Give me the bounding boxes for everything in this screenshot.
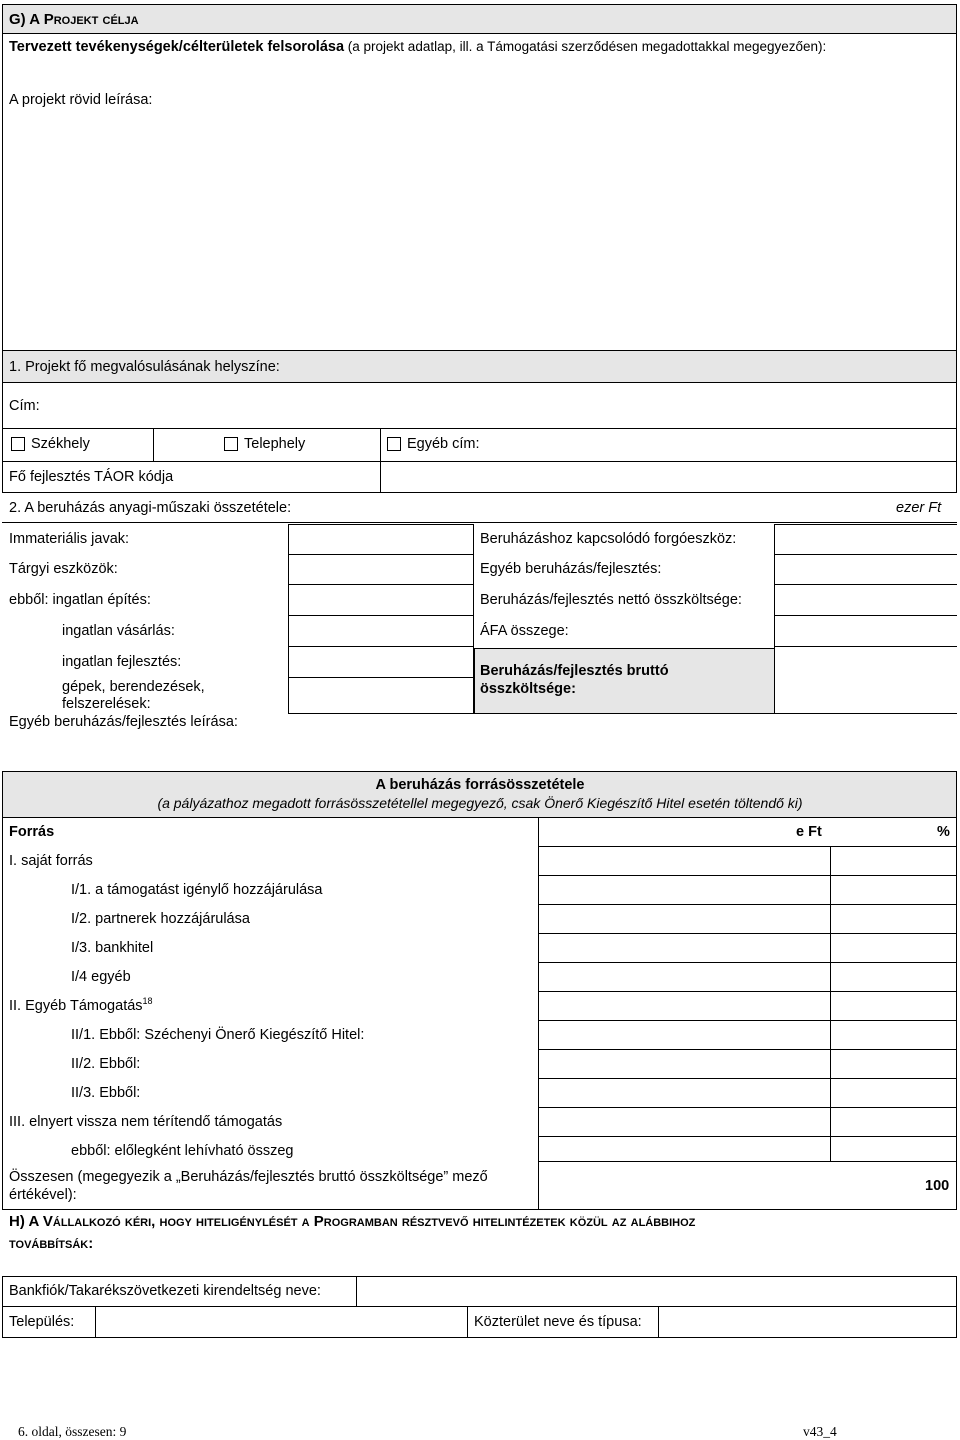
seat-label: Székhely: [31, 436, 90, 452]
other-investment-field[interactable]: [775, 555, 956, 584]
divider: [538, 962, 957, 963]
machinery-label-line2: felszerelések:: [62, 696, 151, 712]
total-eft-field[interactable]: [539, 1162, 956, 1209]
sources-title: A beruházás forrásösszetétele: [375, 777, 585, 793]
unit-label: ezer Ft: [896, 500, 942, 516]
real-estate-purchase-label: ingatlan vásárlás:: [62, 623, 175, 639]
divider: [538, 1020, 957, 1021]
taor-label: Fő fejlesztés TÁOR kódja: [9, 469, 174, 485]
footnote-mark: 18: [142, 996, 153, 1006]
divider: [538, 1049, 957, 1050]
sources-subtitle: (a pályázathoz megadott forrásösszetétellel megegyező, csak Önerő Kiegészítő Hitel esetén töltendő ki): [157, 795, 803, 811]
section-g-header: [2, 4, 957, 34]
working-capital-label: Beruházáshoz kapcsolódó forgóeszköz:: [480, 531, 737, 547]
real-estate-development-field[interactable]: [289, 647, 473, 677]
divider: [538, 991, 957, 992]
real-estate-construction-label: ebből: ingatlan építés:: [9, 592, 151, 608]
total-pct-value: 100: [925, 1178, 950, 1194]
divider: [538, 1107, 957, 1108]
other-investment-label: Egyéb beruházás/fejlesztés:: [480, 561, 662, 577]
other-investment-description-field[interactable]: [3, 735, 956, 770]
real-estate-purchase-field[interactable]: [289, 616, 473, 646]
bank-branch-label: Bankfiók/Takarékszövetkezeti kirendeltség neve:: [9, 1283, 321, 1299]
town-field[interactable]: [96, 1307, 467, 1337]
tangible-assets-field[interactable]: [289, 555, 473, 584]
gross-total-label-line1: Beruházás/fejlesztés bruttó: [480, 663, 669, 679]
other-address-label: Egyéb cím:: [407, 436, 480, 452]
machinery-label-line1: gépek, berendezések,: [62, 679, 205, 695]
version-label: v43_4: [803, 1424, 837, 1439]
taor-field[interactable]: [381, 462, 956, 492]
grant-label: III. elnyert vissza nem térítendő támogatás: [9, 1114, 283, 1130]
own-funds-pct-field[interactable]: [831, 847, 956, 875]
real-estate-development-label: ingatlan fejlesztés:: [62, 654, 182, 670]
divider: [830, 846, 831, 1161]
divider: [2, 522, 957, 523]
szechenyi-loan-label: II/1. Ebből: Széchenyi Önerő Kiegészítő Hitel:: [71, 1027, 365, 1043]
partner-contribution-label: I/2. partnerek hozzájárulása: [71, 911, 250, 927]
own-funds-label: I. saját forrás: [9, 853, 93, 869]
short-description-field[interactable]: [3, 115, 956, 350]
intangible-assets-field[interactable]: [289, 525, 473, 554]
applicant-contribution-label: I/1. a támogatást igénylő hozzájárulása: [71, 882, 323, 898]
divider: [538, 1078, 957, 1079]
divider: [467, 1306, 468, 1338]
intangible-assets-label: Immateriális javak:: [9, 531, 130, 547]
total-label-line1: Összesen (megegyezik a „Beruházás/fejlesztés bruttó összköltsége” mező: [9, 1169, 488, 1185]
divider: [288, 713, 473, 714]
net-total-field[interactable]: [775, 585, 956, 615]
street-label: Közterület neve és típusa:: [474, 1314, 642, 1330]
working-capital-field[interactable]: [775, 525, 956, 554]
address-field[interactable]: [60, 384, 955, 428]
col-eft-header: e Ft: [796, 824, 822, 840]
divider: [538, 875, 957, 876]
section-g-title: G) A Projekt célja: [9, 11, 139, 28]
of-which-3-label: II/3. Ebből:: [71, 1085, 141, 1101]
composition-heading: 2. A beruházás anyagi-műszaki összetétele:: [9, 500, 292, 516]
other-address-checkbox[interactable]: [387, 437, 401, 451]
gross-total-field[interactable]: [775, 647, 956, 713]
section-h-title-line2: továbbítsák:: [9, 1235, 94, 1252]
total-label-line2: értékével):: [9, 1187, 77, 1203]
net-total-label: Beruházás/fejlesztés nettó összköltsége:: [480, 592, 742, 608]
vat-field[interactable]: [775, 616, 956, 646]
planned-activities-label: Tervezett tevékenységek/célterületek felsorolása (a projekt adatlap, ill. a Támogatási szerződésen megadottakkal megegyezően):: [9, 39, 827, 55]
other-own-label: I/4 egyéb: [71, 969, 131, 985]
divider: [538, 933, 957, 934]
divider: [538, 1136, 957, 1137]
section-h-title-line1: H) A Vállalkozó kéri, hogy hiteligénylését a Programban résztvevő hitelintézetek közül az alábbihoz: [9, 1213, 696, 1230]
other-investment-description-label: Egyéb beruházás/fejlesztés leírása:: [9, 714, 238, 730]
of-which-2-label: II/2. Ebből:: [71, 1056, 141, 1072]
real-estate-construction-field[interactable]: [289, 585, 473, 615]
gross-total-label-line2: összköltsége:: [480, 681, 576, 697]
address-label: Cím:: [9, 398, 40, 414]
advance-label: ebből: előlegként lehívható összeg: [71, 1143, 294, 1159]
divider: [153, 428, 154, 462]
own-funds-eft-field[interactable]: [539, 847, 830, 875]
bank-branch-field[interactable]: [357, 1277, 956, 1306]
bank-loan-label: I/3. bankhitel: [71, 940, 154, 956]
col-pct-header: %: [937, 824, 950, 840]
divider: [380, 428, 381, 462]
town-label: Település:: [9, 1314, 75, 1330]
location-heading: 1. Projekt fő megvalósulásának helyszíne:: [9, 359, 280, 375]
tangible-assets-label: Tárgyi eszközök:: [9, 561, 118, 577]
page-number: 6. oldal, összesen: 9: [18, 1424, 127, 1439]
site-label: Telephely: [244, 436, 306, 452]
machinery-field[interactable]: [289, 678, 473, 713]
other-support-label: II. Egyéb Támogatás$^{18}$: [9, 996, 153, 1014]
col-source-header: Forrás: [9, 824, 55, 840]
short-description-label: A projekt rövid leírása:: [9, 92, 153, 108]
seat-checkbox[interactable]: [11, 437, 25, 451]
site-checkbox[interactable]: [224, 437, 238, 451]
vat-label: ÁFA összege:: [480, 623, 569, 639]
street-field[interactable]: [659, 1307, 956, 1337]
divider: [538, 904, 957, 905]
